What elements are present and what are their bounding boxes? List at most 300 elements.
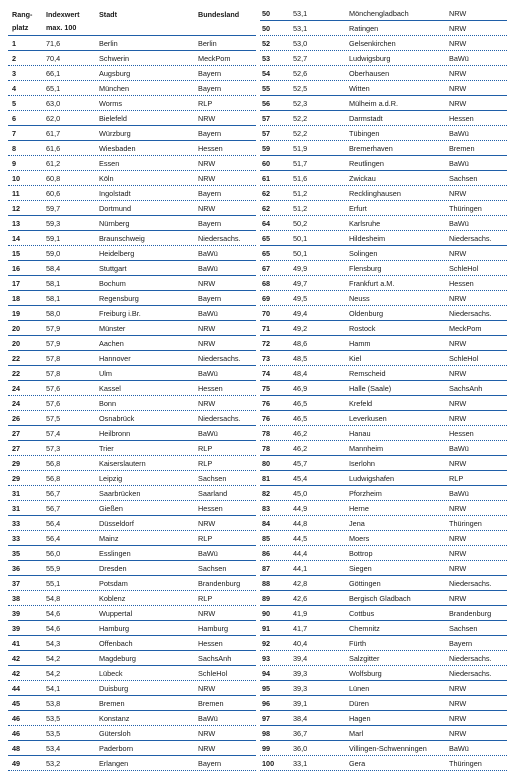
city-cell: Braunschweig <box>99 234 145 243</box>
table-row <box>260 276 507 291</box>
state-cell: BaWü <box>449 444 469 453</box>
state-cell: NRW <box>449 69 467 78</box>
table-row <box>8 381 256 396</box>
state-cell: Brandenburg <box>198 579 241 588</box>
value-cell: 59,3 <box>46 219 61 228</box>
state-cell: NRW <box>449 549 467 558</box>
rank-cell: 7 <box>12 129 17 138</box>
table-row <box>8 126 256 141</box>
city-cell: Bielefeld <box>99 114 127 123</box>
value-cell: 44,4 <box>293 549 308 558</box>
city-cell: Neuss <box>349 294 370 303</box>
city-cell: Potsdam <box>99 579 128 588</box>
value-cell: 51,9 <box>293 144 308 153</box>
value-cell: 51,6 <box>293 174 308 183</box>
value-cell: 39,3 <box>293 684 308 693</box>
value-cell: 50,2 <box>293 219 308 228</box>
state-cell: Niedersachs. <box>449 309 492 318</box>
table-row <box>260 141 507 156</box>
table-row <box>8 141 256 156</box>
rank-cell: 97 <box>262 714 271 723</box>
city-cell: Saarbrücken <box>99 489 141 498</box>
city-cell: Gelsenkirchen <box>349 39 396 48</box>
value-cell: 42,8 <box>293 579 308 588</box>
city-cell: Schwerin <box>99 54 130 63</box>
value-cell: 48,4 <box>293 369 308 378</box>
state-cell: Hessen <box>198 504 223 513</box>
value-cell: 46,5 <box>293 399 308 408</box>
rank-cell: 89 <box>262 594 271 603</box>
city-cell: Köln <box>99 174 114 183</box>
table-row <box>260 216 507 231</box>
table-row <box>8 666 256 681</box>
city-cell: Konstanz <box>99 714 130 723</box>
value-cell: 56,8 <box>46 474 61 483</box>
city-cell: Fürth <box>349 639 367 648</box>
rank-cell: 69 <box>262 294 271 303</box>
table-row <box>8 156 256 171</box>
rank-cell: 74 <box>262 369 271 378</box>
rank-cell: 55 <box>262 84 271 93</box>
value-cell: 49,9 <box>293 264 308 273</box>
city-cell: Esslingen <box>99 549 131 558</box>
state-cell: NRW <box>449 459 467 468</box>
rank-cell: 84 <box>262 519 271 528</box>
city-header: Stadt <box>99 10 117 19</box>
value-cell: 49,7 <box>293 279 308 288</box>
rank-cell: 64 <box>262 219 271 228</box>
value-cell: 39,1 <box>293 699 308 708</box>
state-cell: BaWü <box>198 549 218 558</box>
value-cell: 59,7 <box>46 204 61 213</box>
table-row <box>260 336 507 351</box>
table-row <box>8 96 256 111</box>
value-cell: 39,3 <box>293 669 308 678</box>
rank-cell: 62 <box>262 189 271 198</box>
table-row <box>8 711 256 726</box>
city-cell: Erfurt <box>349 204 367 213</box>
state-cell: RLP <box>449 474 464 483</box>
state-cell: BaWü <box>449 219 469 228</box>
city-cell: Oberhausen <box>349 69 390 78</box>
table-row <box>8 396 256 411</box>
table-row <box>8 51 256 66</box>
rank-cell: 60 <box>262 159 271 168</box>
state-cell: RLP <box>198 459 213 468</box>
rank-cell: 31 <box>12 489 21 498</box>
value-cell: 40,4 <box>293 639 308 648</box>
state-cell: Bayern <box>198 69 222 78</box>
city-cell: Moers <box>349 534 370 543</box>
rank-cell: 4 <box>12 84 17 93</box>
state-cell: BaWü <box>449 54 469 63</box>
city-cell: Gießen <box>99 504 123 513</box>
state-cell: MeckPom <box>198 54 231 63</box>
city-cell: Lünen <box>349 684 370 693</box>
rank-cell: 24 <box>12 384 21 393</box>
city-cell: Gütersloh <box>99 729 131 738</box>
state-cell: Berlin <box>198 39 217 48</box>
state-cell: NRW <box>449 534 467 543</box>
value-cell: 65,1 <box>46 84 61 93</box>
state-cell: Sachsen <box>449 624 478 633</box>
city-cell: Siegen <box>349 564 372 573</box>
value-cell: 61,7 <box>46 129 61 138</box>
rank-cell: 94 <box>262 669 271 678</box>
table-row <box>8 741 256 756</box>
value-cell: 36,7 <box>293 729 308 738</box>
state-cell: Hessen <box>198 384 223 393</box>
city-cell: Berlin <box>99 39 118 48</box>
table-row <box>260 156 507 171</box>
city-cell: Koblenz <box>99 594 126 603</box>
table-row <box>260 51 507 66</box>
rank-cell: 3 <box>12 69 17 78</box>
city-cell: Düsseldorf <box>99 519 134 528</box>
value-cell: 53,0 <box>293 39 308 48</box>
rank-cell: 59 <box>262 144 271 153</box>
value-cell: 59,0 <box>46 249 61 258</box>
table-row <box>260 546 507 561</box>
city-cell: Tübingen <box>349 129 380 138</box>
value-cell: 61,2 <box>46 159 61 168</box>
table-row <box>260 246 507 261</box>
table-row <box>260 186 507 201</box>
value-cell: 53,2 <box>46 759 61 768</box>
value-cell: 52,7 <box>293 54 308 63</box>
rank-cell: 70 <box>262 309 271 318</box>
table-row <box>8 696 256 711</box>
value-cell: 46,9 <box>293 384 308 393</box>
value-cell: 70,4 <box>46 54 61 63</box>
rank-cell: 1 <box>12 39 17 48</box>
city-cell: Kassel <box>99 384 121 393</box>
rank-cell: 100 <box>262 759 275 768</box>
state-cell: NRW <box>449 684 467 693</box>
state-cell: NRW <box>198 684 216 693</box>
city-cell: Zwickau <box>349 174 376 183</box>
state-cell: NRW <box>449 729 467 738</box>
value-cell: 60,6 <box>46 189 61 198</box>
table-row <box>8 486 256 501</box>
rank-cell: 56 <box>262 99 271 108</box>
city-cell: Bremerhaven <box>349 144 393 153</box>
table-row <box>260 576 507 591</box>
state-cell: SchleHol <box>198 669 228 678</box>
rank-cell: 91 <box>262 624 271 633</box>
city-cell: Pforzheim <box>349 489 382 498</box>
rank-cell: 62 <box>262 204 271 213</box>
value-header-line1: Indexwert <box>46 10 80 19</box>
table-row <box>8 111 256 126</box>
table-row <box>260 111 507 126</box>
state-cell: NRW <box>449 84 467 93</box>
table-row <box>8 186 256 201</box>
table-row <box>8 246 256 261</box>
rank-cell: 22 <box>12 354 21 363</box>
table-row <box>8 516 256 531</box>
rank-cell: 38 <box>12 594 21 603</box>
value-cell: 57,6 <box>46 399 61 408</box>
state-cell: SchleHol <box>449 264 479 273</box>
rank-cell: 13 <box>12 219 21 228</box>
value-cell: 54,2 <box>46 669 61 678</box>
city-cell: Stuttgart <box>99 264 127 273</box>
state-cell: Hessen <box>449 114 474 123</box>
value-cell: 46,2 <box>293 429 308 438</box>
table-row <box>260 666 507 681</box>
rank-cell: 27 <box>12 429 21 438</box>
state-cell: Hessen <box>198 639 223 648</box>
state-cell: NRW <box>449 294 467 303</box>
city-cell: Flensburg <box>349 264 382 273</box>
state-cell: NRW <box>198 609 216 618</box>
city-cell: Erlangen <box>99 759 129 768</box>
rank-cell: 53 <box>262 54 271 63</box>
value-cell: 45,7 <box>293 459 308 468</box>
value-cell: 44,5 <box>293 534 308 543</box>
state-cell: RLP <box>198 99 213 108</box>
city-cell: Marl <box>349 729 364 738</box>
city-cell: Augsburg <box>99 69 131 78</box>
rank-cell: 19 <box>12 309 21 318</box>
rank-cell: 95 <box>262 684 271 693</box>
city-cell: Solingen <box>349 249 378 258</box>
city-cell: Hildesheim <box>349 234 386 243</box>
city-cell: Wuppertal <box>99 609 133 618</box>
state-cell: Niedersachs. <box>449 579 492 588</box>
table-row <box>8 651 256 666</box>
table-row <box>260 66 507 81</box>
state-cell: Hessen <box>449 429 474 438</box>
table-row <box>260 6 507 21</box>
value-cell: 44,8 <box>293 519 308 528</box>
rank-cell: 39 <box>12 609 21 618</box>
value-cell: 50,1 <box>293 234 308 243</box>
table-row <box>8 306 256 321</box>
table-row <box>8 426 256 441</box>
value-cell: 49,4 <box>293 309 308 318</box>
rank-cell: 42 <box>12 669 21 678</box>
table-body-right <box>260 6 507 771</box>
city-cell: Heilbronn <box>99 429 131 438</box>
city-cell: Düren <box>349 699 369 708</box>
city-cell: Jena <box>349 519 365 528</box>
rank-cell: 68 <box>262 279 271 288</box>
table-row <box>260 606 507 621</box>
rank-cell: 20 <box>12 339 21 348</box>
rank-cell: 48 <box>12 744 21 753</box>
ranking-table-right <box>260 6 507 771</box>
city-cell: Aachen <box>99 339 124 348</box>
state-cell: Bayern <box>198 84 222 93</box>
table-row <box>8 531 256 546</box>
table-row <box>260 411 507 426</box>
value-cell: 46,5 <box>293 414 308 423</box>
city-cell: Bottrop <box>349 549 373 558</box>
rank-header-line2: platz <box>12 23 29 32</box>
rank-cell: 20 <box>12 324 21 333</box>
city-cell: Mainz <box>99 534 119 543</box>
value-cell: 52,2 <box>293 114 308 123</box>
value-cell: 48,6 <box>293 339 308 348</box>
rank-cell: 75 <box>262 384 271 393</box>
city-cell: Salzgitter <box>349 654 380 663</box>
value-cell: 51,7 <box>293 159 308 168</box>
table-row <box>260 636 507 651</box>
city-cell: Leverkusen <box>349 414 387 423</box>
value-cell: 55,1 <box>46 579 61 588</box>
state-cell: Bayern <box>198 759 222 768</box>
table-row <box>260 396 507 411</box>
rank-cell: 85 <box>262 534 271 543</box>
table-row <box>8 216 256 231</box>
table-row <box>8 231 256 246</box>
rank-cell: 15 <box>12 249 21 258</box>
city-cell: Wiesbaden <box>99 144 136 153</box>
city-cell: Hannover <box>99 354 131 363</box>
state-cell: RLP <box>198 444 213 453</box>
state-cell: NRW <box>198 399 216 408</box>
rank-cell: 92 <box>262 639 271 648</box>
rank-cell: 67 <box>262 264 271 273</box>
city-cell: Lübeck <box>99 669 123 678</box>
city-cell: München <box>99 84 130 93</box>
rank-cell: 22 <box>12 369 21 378</box>
state-cell: NRW <box>449 339 467 348</box>
rank-cell: 46 <box>12 714 21 723</box>
city-cell: Recklinghausen <box>349 189 401 198</box>
value-cell: 39,4 <box>293 654 308 663</box>
city-cell: Leipzig <box>99 474 123 483</box>
rank-cell: 45 <box>12 699 21 708</box>
value-cell: 50,1 <box>293 249 308 258</box>
value-cell: 38,4 <box>293 714 308 723</box>
rank-cell: 33 <box>12 519 21 528</box>
state-cell: Sachsen <box>198 474 227 483</box>
rank-cell: 71 <box>262 324 271 333</box>
table-row <box>8 276 256 291</box>
value-cell: 51,2 <box>293 189 308 198</box>
state-cell: Niedersachs. <box>198 414 241 423</box>
value-cell: 56,0 <box>46 549 61 558</box>
state-cell: NRW <box>449 414 467 423</box>
table-row <box>8 726 256 741</box>
state-cell: Brandenburg <box>449 609 492 618</box>
rank-cell: 12 <box>12 204 21 213</box>
table-row <box>8 291 256 306</box>
city-cell: Ratingen <box>349 24 379 33</box>
city-cell: Hanau <box>349 429 371 438</box>
value-cell: 41,7 <box>293 624 308 633</box>
value-cell: 53,8 <box>46 699 61 708</box>
rank-cell: 17 <box>12 279 21 288</box>
table-row <box>8 681 256 696</box>
state-cell: Thüringen <box>449 519 482 528</box>
table-row <box>8 81 256 96</box>
table-row <box>8 261 256 276</box>
rank-cell: 78 <box>262 429 271 438</box>
state-cell: SachsAnh <box>449 384 483 393</box>
value-cell: 56,8 <box>46 459 61 468</box>
city-cell: Krefeld <box>349 399 373 408</box>
rank-cell: 50 <box>262 24 271 33</box>
rank-cell: 8 <box>12 144 17 153</box>
state-cell: RLP <box>198 534 213 543</box>
rank-cell: 14 <box>12 234 21 243</box>
rank-cell: 86 <box>262 549 271 558</box>
state-cell: NRW <box>449 39 467 48</box>
city-cell: Duisburg <box>99 684 129 693</box>
table-row <box>260 711 507 726</box>
table-row <box>260 96 507 111</box>
rank-cell: 65 <box>262 234 271 243</box>
table-row <box>260 36 507 51</box>
state-cell: Niedersachs. <box>449 654 492 663</box>
value-cell: 57,8 <box>46 354 61 363</box>
value-cell: 57,8 <box>46 369 61 378</box>
table-row <box>260 531 507 546</box>
rank-cell: 5 <box>12 99 17 108</box>
table-row <box>8 756 256 771</box>
rank-cell: 9 <box>12 159 17 168</box>
ranking-table-left <box>8 6 256 771</box>
value-cell: 54,6 <box>46 609 61 618</box>
table-row <box>8 36 256 51</box>
state-cell: RLP <box>198 594 213 603</box>
state-cell: Niedersachs. <box>449 669 492 678</box>
value-cell: 58,0 <box>46 309 61 318</box>
value-cell: 57,3 <box>46 444 61 453</box>
rank-cell: 82 <box>262 489 271 498</box>
city-cell: Villingen-Schwenningen <box>349 744 427 753</box>
rank-cell: 98 <box>262 729 271 738</box>
value-cell: 57,5 <box>46 414 61 423</box>
table-row <box>260 561 507 576</box>
value-cell: 60,8 <box>46 174 61 183</box>
state-cell: NRW <box>449 249 467 258</box>
state-cell: SachsAnh <box>198 654 232 663</box>
value-cell: 54,2 <box>46 654 61 663</box>
state-cell: NRW <box>449 189 467 198</box>
city-cell: Regensburg <box>99 294 139 303</box>
rank-cell: 24 <box>12 399 21 408</box>
value-cell: 33,1 <box>293 759 308 768</box>
state-cell: Saarland <box>198 489 228 498</box>
value-cell: 59,1 <box>46 234 61 243</box>
state-cell: NRW <box>449 714 467 723</box>
city-cell: Ingolstadt <box>99 189 131 198</box>
city-cell: Würzburg <box>99 129 131 138</box>
table-row <box>260 651 507 666</box>
state-cell: BaWü <box>449 159 469 168</box>
city-cell: Witten <box>349 84 370 93</box>
rank-cell: 33 <box>12 534 21 543</box>
state-cell: Bremen <box>449 144 475 153</box>
state-cell: BaWü <box>449 744 469 753</box>
table-row <box>8 546 256 561</box>
table-row <box>260 21 507 36</box>
state-cell: Bayern <box>449 639 473 648</box>
table-row <box>260 681 507 696</box>
table-row <box>8 441 256 456</box>
value-cell: 54,3 <box>46 639 61 648</box>
state-cell: BaWü <box>198 249 218 258</box>
state-cell: MeckPom <box>449 324 482 333</box>
table-row <box>8 321 256 336</box>
rank-cell: 80 <box>262 459 271 468</box>
table-row <box>8 351 256 366</box>
